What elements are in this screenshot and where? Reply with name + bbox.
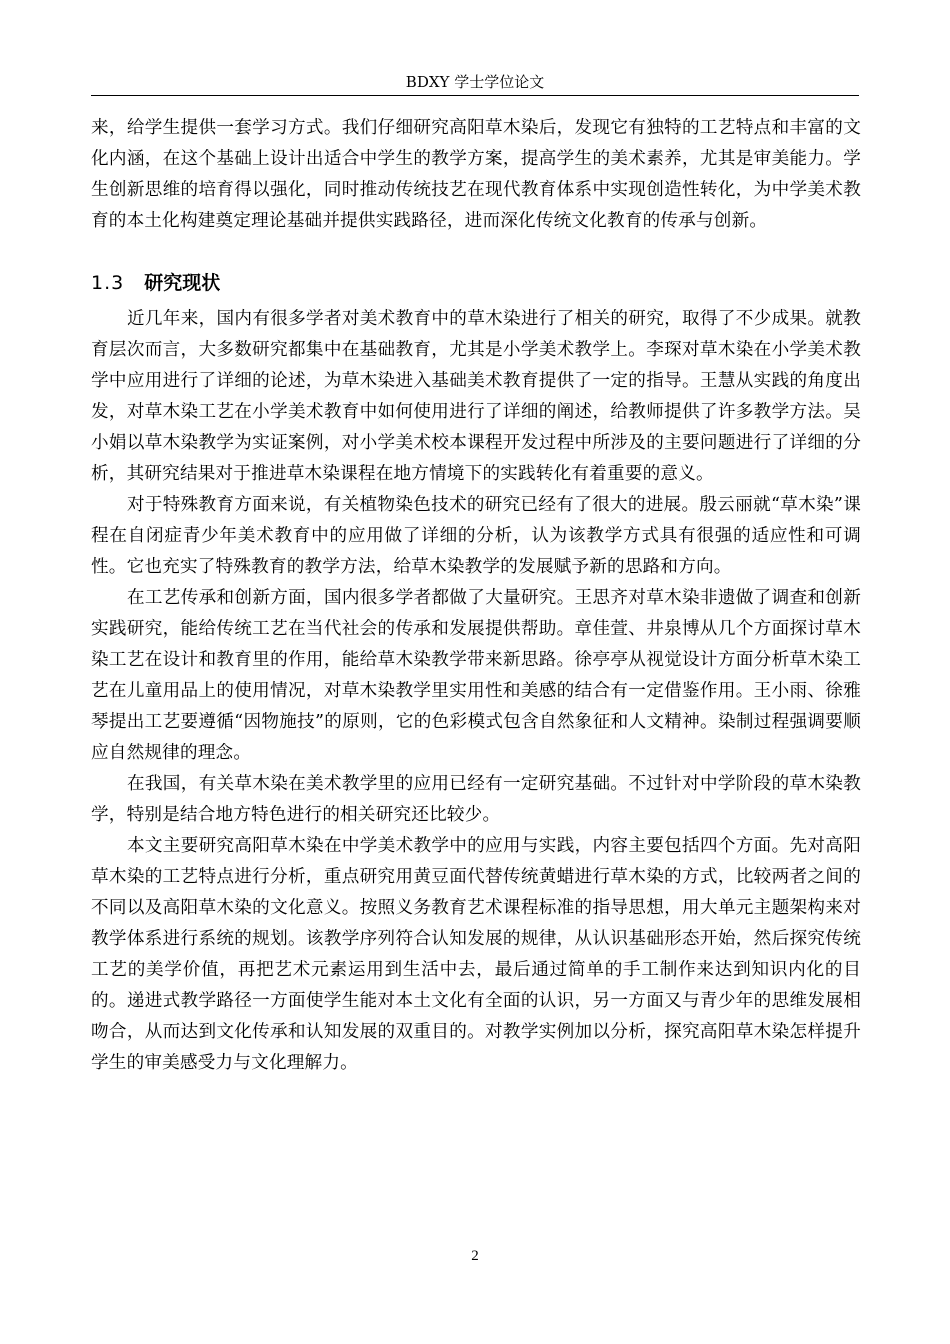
body-paragraph: 本文主要研究高阳草木染在中学美术教学中的应用与实践，内容主要包括四个方面。先对高阳草木染的工艺特点进行分析，重点研究用黄豆面代替传统黄蜡进行草木染的方式，比较两者之间的不同以及高阳草木染的文化意义。按照义务教育艺术课程标准的指导思想，用大单元主题架构来对教学体系进行系统的规划。该教学序列符合认知发展的规律，从认识基础形态开始，然后探究传统工艺的美学价值，再把艺术元素运用到生活中去，最后通过简单的手工制作来达到知识内化的目的。递进式教学路径一方面使学生能对本土文化有全面的认识，另一方面又与青少年的思维发展相吻合，从而达到文化传承和认知发展的双重目的。对教学实例加以分析，探究高阳草木染怎样提升学生的审美感受力与文化理解力。 [91, 836, 861, 1073]
page-body [91, 113, 861, 1079]
body-paragraph: 近几年来，国内有很多学者对美术教育中的草木染进行了相关的研究，取得了不少成果。就教育层次而言，大多数研究都集中在基础教育，尤其是小学美术教学上。李琛对草木染在小学美术教学中应用进行了详细的论述，为草木染进入基础美术教育提供了一定的指导。王慧从实践的角度出发，对草木染工艺在小学美术教育中如何使用进行了详细的阐述，给教师提供了许多教学方法。吴小娟以草木染教学为实证案例，对小学美术校本课程开发过程中所涉及的主要问题进行了详细的分析，其研究结果对于推进草木染课程在地方情境下的实践转化有着重要的意义。 [91, 309, 861, 484]
section-heading [91, 268, 861, 298]
section-number: 1.3 [91, 272, 125, 294]
continuation-paragraph: 来，给学生提供一套学习方式。我们仔细研究高阳草木染后，发现它有独特的工艺特点和丰富的文化内涵，在这个基础上设计出适合中学生的教学方案，提高学生的美术素养，尤其是审美能力。学生创新思维的培育得以强化，同时推动传统技艺在现代教育体系中实现创造性转化，为中学美术教育的本土化构建奠定理论基础并提供实践路径，进而深化传统文化教育的传承与创新。 [91, 118, 861, 231]
body-paragraph: 在工艺传承和创新方面，国内很多学者都做了大量研究。王思齐对草木染非遗做了调查和创新实践研究，能给传统工艺在当代社会的传承和发展提供帮助。章佳萱、井泉博从几个方面探讨草木染工艺在设计和教育里的作用，能给草木染教学带来新思路。徐亭亭从视觉设计方面分析草木染工艺在儿童用品上的使用情况，对草木染教学里实用性和美感的结合有一定借鉴作用。王小雨、徐雅琴提出工艺要遵循“因物施技”的原则，它的色彩模式包含自然象征和人文精神。染制过程强调要顺应自然规律的理念。 [91, 588, 861, 763]
running-header: BDXY 学士学位论文 [405, 73, 545, 91]
page-number: 2 [471, 1248, 479, 1264]
body-paragraph: 对于特殊教育方面来说，有关植物染色技术的研究已经有了很大的进展。殷云丽就“草木染”课程在自闭症青少年美术教育中的应用做了详细的分析，认为该教学方式具有很强的适应性和可调性。它也充实了特殊教育的教学方法，给草木染教学的发展赋予新的思路和方向。 [91, 495, 861, 577]
body-paragraph: 在我国，有关草木染在美术教学里的应用已经有一定研究基础。不过针对中学阶段的草木染教学，特别是结合地方特色进行的相关研究还比较少。 [91, 774, 861, 825]
section-title: 研究现状 [144, 272, 221, 294]
header-rule [91, 95, 859, 96]
